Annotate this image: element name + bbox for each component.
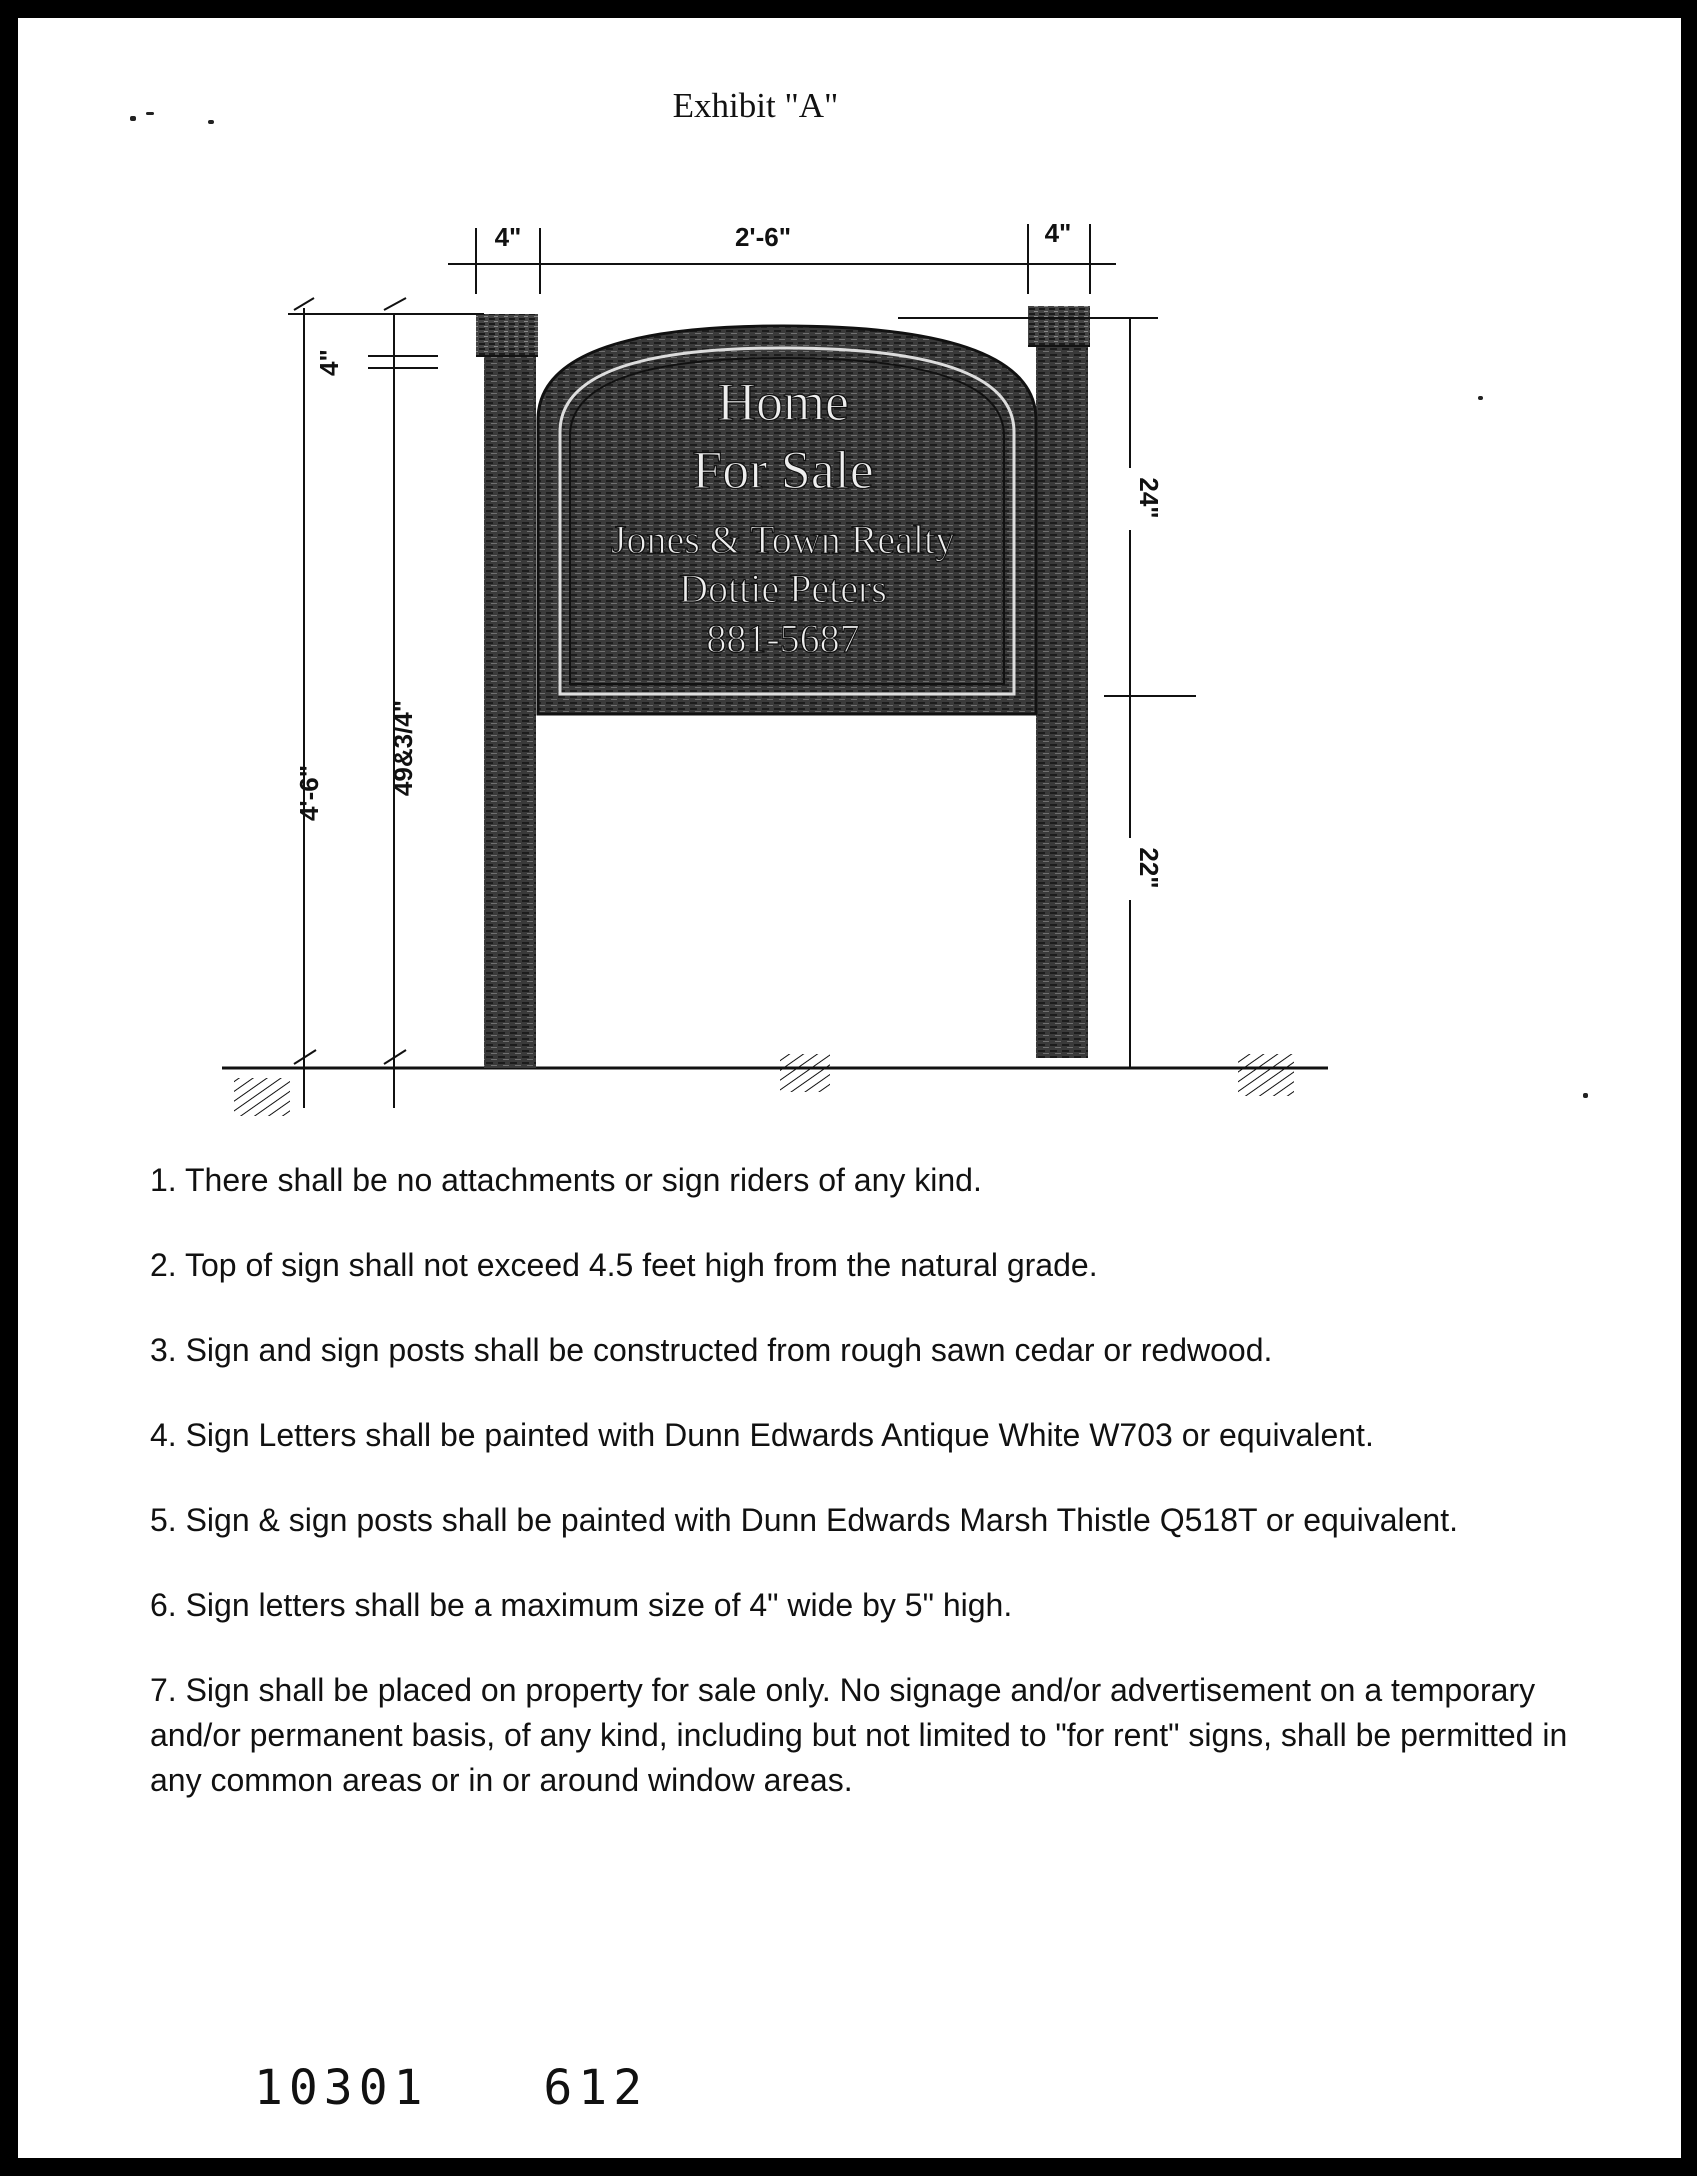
- rule-6: 6. Sign letters shall be a maximum size of 4" wide by 5" high.: [150, 1587, 1013, 1623]
- right-post-body: [1036, 346, 1088, 1058]
- exhibit-title: Exhibit "A": [672, 86, 839, 125]
- rule-3: 3. Sign and sign posts shall be constructed from rough sawn cedar or redwood.: [150, 1332, 1273, 1368]
- sign-text-for-sale: For Sale: [692, 440, 874, 500]
- document-page: [18, 18, 1681, 2158]
- dim-left-post-width: 4": [494, 222, 522, 252]
- right-post-cap: [1028, 306, 1090, 346]
- sign-text-home: Home: [717, 372, 849, 432]
- sign-elevation-drawing: [198, 198, 1358, 1138]
- rule-4: 4. Sign Letters shall be painted with Dunn Edwards Antique White W703 or equivalent.: [150, 1417, 1374, 1453]
- dim-total-height: 4'-6": [294, 764, 324, 822]
- footer-code-2: 612: [543, 2060, 649, 2116]
- ground-hatch-left: [234, 1078, 290, 1116]
- scan-speck: [1478, 396, 1483, 400]
- sign-text-agent: Dottie Peters: [679, 566, 887, 611]
- ground-hatch-right: [1238, 1054, 1294, 1096]
- dim-post-height: 49&3/4": [388, 699, 418, 797]
- left-post-body: [484, 356, 536, 1068]
- height-dimension: [288, 298, 484, 1108]
- document-footer: [254, 2060, 728, 2116]
- sign-text-phone: 881-5687: [706, 616, 860, 661]
- rule-1: 1. There shall be no attachments or sign riders of any kind.: [150, 1162, 982, 1198]
- left-post-cap: [476, 314, 538, 356]
- dim-post-cap: 4": [314, 349, 344, 376]
- rule-2: 2. Top of sign shall not exceed 4.5 feet high from the natural grade.: [150, 1247, 1098, 1283]
- dim-clearance: 22": [1134, 847, 1164, 889]
- footer-code-1: 10301: [254, 2060, 429, 2116]
- dim-panel-height: 24": [1134, 477, 1164, 519]
- sign-rules-list: [150, 1158, 1580, 1843]
- dim-panel-width: 2'-6": [734, 222, 792, 252]
- rule-5: 5. Sign & sign posts shall be painted with Dunn Edwards Marsh Thistle Q518T or equivalent.: [150, 1502, 1458, 1538]
- ground-hatch-center: [780, 1054, 830, 1092]
- dim-right-post-width: 4": [1044, 218, 1072, 248]
- sign-text-realty: Jones & Town Realty: [610, 517, 956, 562]
- rule-7: 7. Sign shall be placed on property for sale only. No signage and/or advertisement on a temporary and/or permanent basis, of any kind, including but not limited to "for rent" signs, shall be permitted in any common areas or in or around window areas.: [150, 1672, 1568, 1798]
- scan-speck: [1583, 1093, 1588, 1098]
